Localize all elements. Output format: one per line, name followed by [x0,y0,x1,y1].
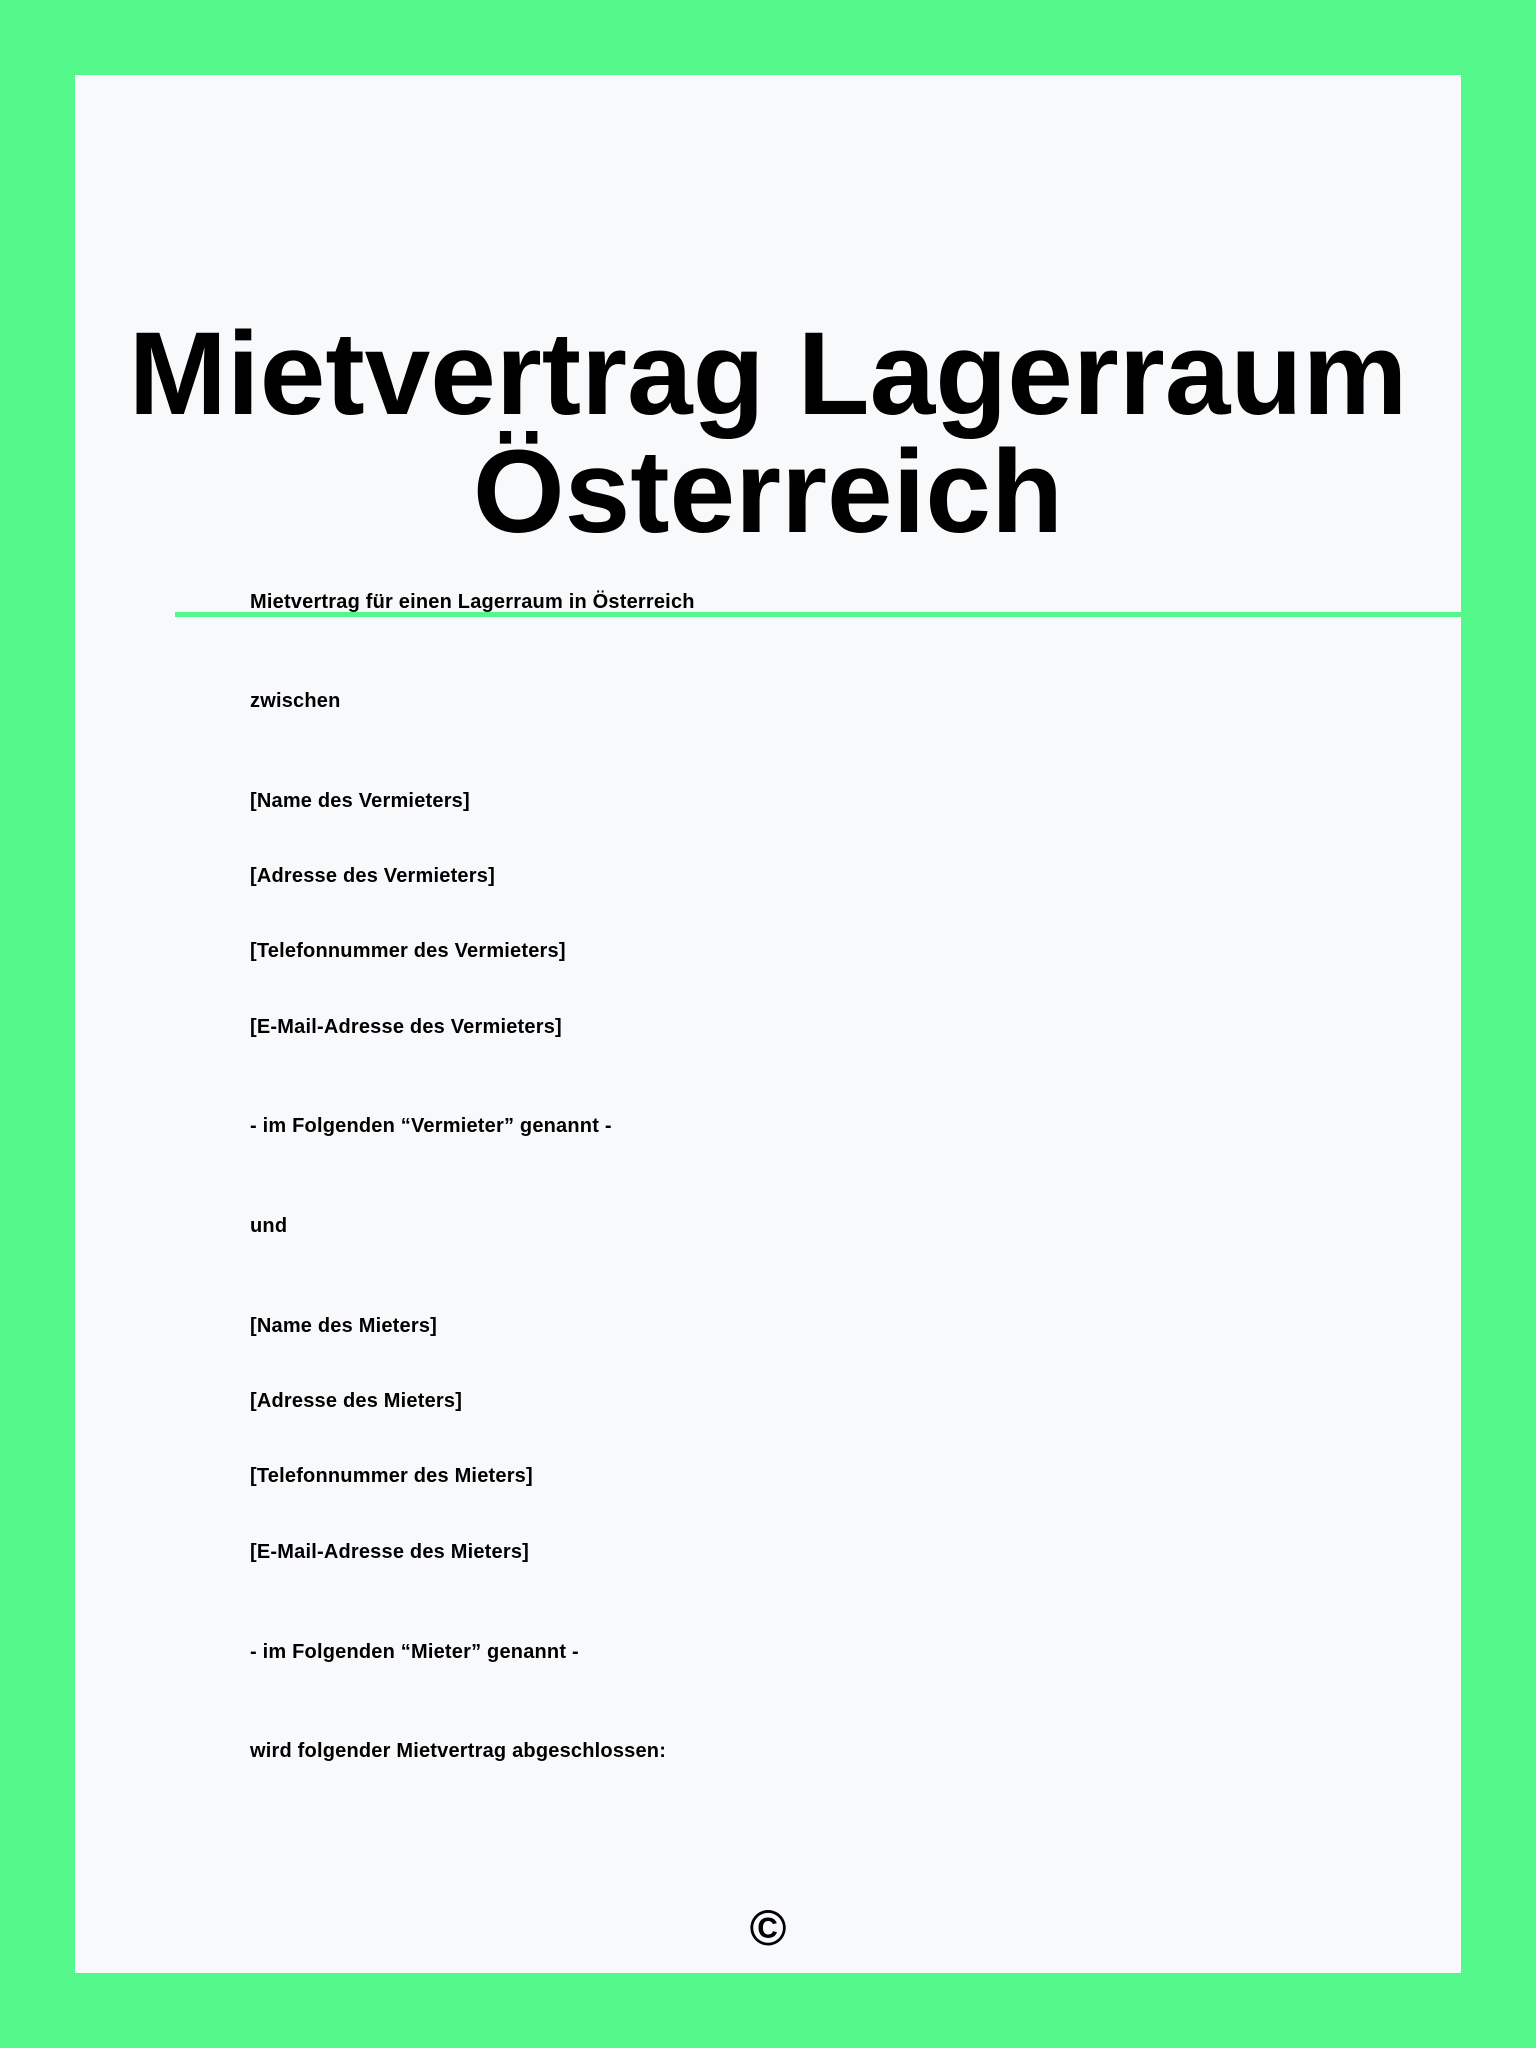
landlord-address: [Adresse des Vermieters] [250,865,495,887]
landlord-phone: [Telefonnummer des Vermieters] [250,940,566,962]
landlord-email: [E-Mail-Adresse des Vermieters] [250,1016,562,1038]
tenant-email: [E-Mail-Adresse des Mieters] [250,1541,530,1563]
landlord-name: [Name des Vermieters] [250,790,470,812]
landlord-designation: - im Folgenden “Vermieter” genannt - [250,1115,612,1137]
copyright-symbol: © [749,1900,787,1956]
contract-conclusion: wird folgender Mietvertrag abgeschlossen: [250,1740,667,1762]
tenant-name: [Name des Mieters] [250,1315,437,1337]
and-text: und [250,1215,288,1237]
tenant-phone: [Telefonnummer des Mieters] [250,1465,533,1487]
intro-heading: Mietvertrag für einen Lagerraum in Österreich [250,591,695,613]
title-line-1: Mietvertrag Lagerraum [128,308,1408,440]
between-text: zwischen [250,690,341,712]
tenant-address: [Adresse des Mieters] [250,1390,463,1412]
title-line-2: Österreich [472,426,1064,558]
tenant-designation: - im Folgenden “Mieter” genannt - [250,1641,579,1663]
document-title [75,308,1461,558]
